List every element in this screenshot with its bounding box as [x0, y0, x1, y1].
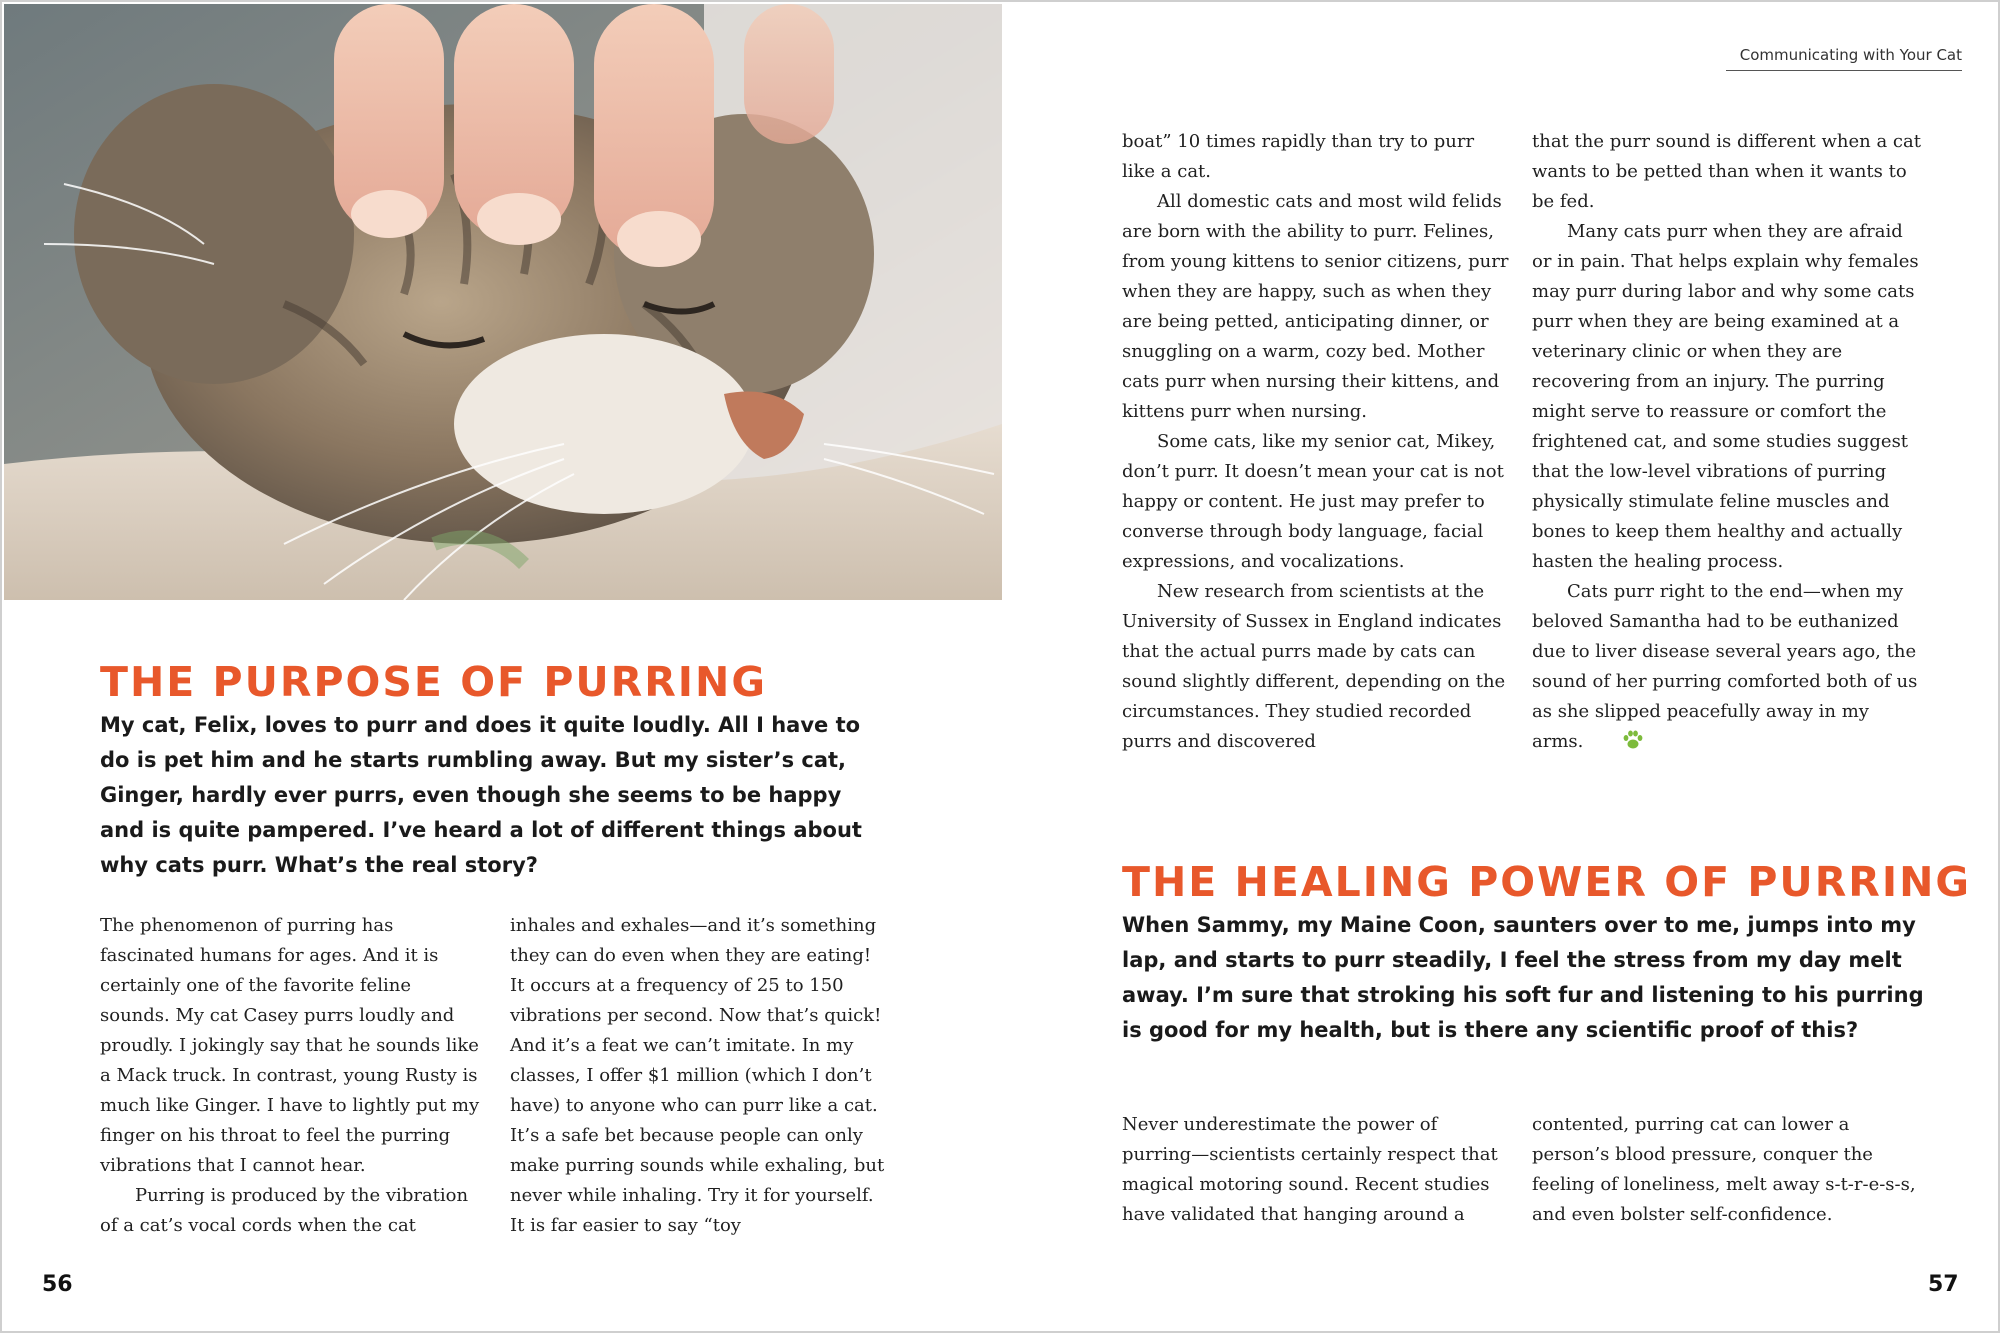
reader-question-left: My cat, Felix, loves to purr and does it quite loudly. All I have to do is pet him and he starts rumbling away. But my sister’s cat, Ginger, hardly ever purrs, even though she seems to be happy and is quite pampered. I’ve heard a lot of different things about why cats purr. What’s the real story? — [100, 713, 862, 877]
paragraph: contented, purring cat can lower a person’s blood pressure, conquer the feeling of loneliness, melt away s-t-r-e-s-s, and even bolster self-confidence. — [1532, 1114, 1916, 1225]
paragraph: Purring is produced by the vibration of a cat’s vocal cords when the cat — [100, 1185, 469, 1236]
right-column-3 — [1122, 1110, 1512, 1230]
right-column-2 — [1532, 127, 1922, 761]
paragraph: All domestic cats and most wild felids are born with the ability to purr. Felines, from young kittens to senior citizens, purr when they are happy, such as when they are being petted, anticipating dinner, or snuggling on a warm, cozy bed. Mother cats purr when nursing their kittens, and kittens purr when nursing. — [1122, 191, 1509, 422]
page-number-right: 57 — [1928, 1272, 1959, 1297]
paragraph-with-paw — [1532, 577, 1922, 761]
reader-question-right: When Sammy, my Maine Coon, saunters over to me, jumps into my lap, and starts to purr steadily, I feel the stress from my day melt away. I’m sure that stroking his soft fur and listening to his purring is good for my health, but is there any scientific proof of this? — [1122, 913, 1924, 1042]
paw-print-icon — [1587, 729, 1644, 761]
paragraph: that the purr sound is different when a cat wants to be petted than when it wants to be fed. — [1532, 131, 1921, 212]
right-column-4 — [1532, 1110, 1922, 1230]
paragraph: Some cats, like my senior cat, Mikey, don’t purr. It doesn’t mean your cat is not happy or content. He just may prefer to converse through body language, facial expressions, and vocalizations. — [1122, 431, 1504, 572]
running-header: Communicating with Your Cat — [1726, 46, 1962, 71]
paragraph: New research from scientists at the University of Sussex in England indicates that the actual purrs made by cats can sound slightly different, depending on the circumstances. They studied recorded purrs and discovered — [1122, 581, 1506, 752]
section-title-healing: THE HEALING POWER OF PURRING — [1122, 858, 1972, 906]
paragraph: Many cats purr when they are afraid or in pain. That helps explain why females may purr during labor and why some cats purr when they are being examined at a veterinary clinic or when they are recovering from an injury. The purring might serve to reassure or comfort the frightened cat, and some studies suggest that the low-level vibrations of purring physically stimulate feline muscles and bones to keep them healthy and actually hasten the healing process. — [1532, 221, 1919, 572]
page-number-left: 56 — [42, 1272, 73, 1297]
paragraph: inhales and exhales—and it’s something they can do even when they are eating! It occurs at a frequency of 25 to 150 vibrations per second. Now that’s quick! And it’s a feat we can’t imitate. In my classes, I offer $1 million (which I don’t have) to anyone who can purr like a cat. It’s a safe bet because people can only make purring sounds while exhaling, but never while inhaling. Try it for yourself. It is far easier to say “toy — [510, 915, 885, 1236]
paragraph-text: Cats purr right to the end—when my beloved Samantha had to be euthanized due to liver disease several years ago, the sound of her purring comforted both of us as she slipped peacefully away in my arms. — [1532, 581, 1918, 752]
section-title-purpose: THE PURPOSE OF PURRING — [100, 658, 768, 706]
left-column-2 — [510, 911, 890, 1241]
paragraph: boat” 10 times rapidly than try to purr like a cat. — [1122, 131, 1475, 182]
cat-photo — [4, 4, 1002, 600]
paragraph: Never underestimate the power of purring—scientists certainly respect that magical motoring sound. Recent studies have validated that hanging around a — [1122, 1114, 1498, 1225]
paragraph: The phenomenon of purring has fascinated humans for ages. And it is certainly one of the favorite feline sounds. My cat Casey purrs loudly and proudly. I jokingly say that he sounds like a Mack truck. In contrast, young Rusty is much like Ginger. I have to lightly put my finger on his throat to feel the purring vibrations that I cannot hear. — [100, 915, 480, 1176]
left-column-1 — [100, 911, 482, 1241]
right-column-1 — [1122, 127, 1510, 757]
cat-photo-icon — [4, 4, 1002, 600]
